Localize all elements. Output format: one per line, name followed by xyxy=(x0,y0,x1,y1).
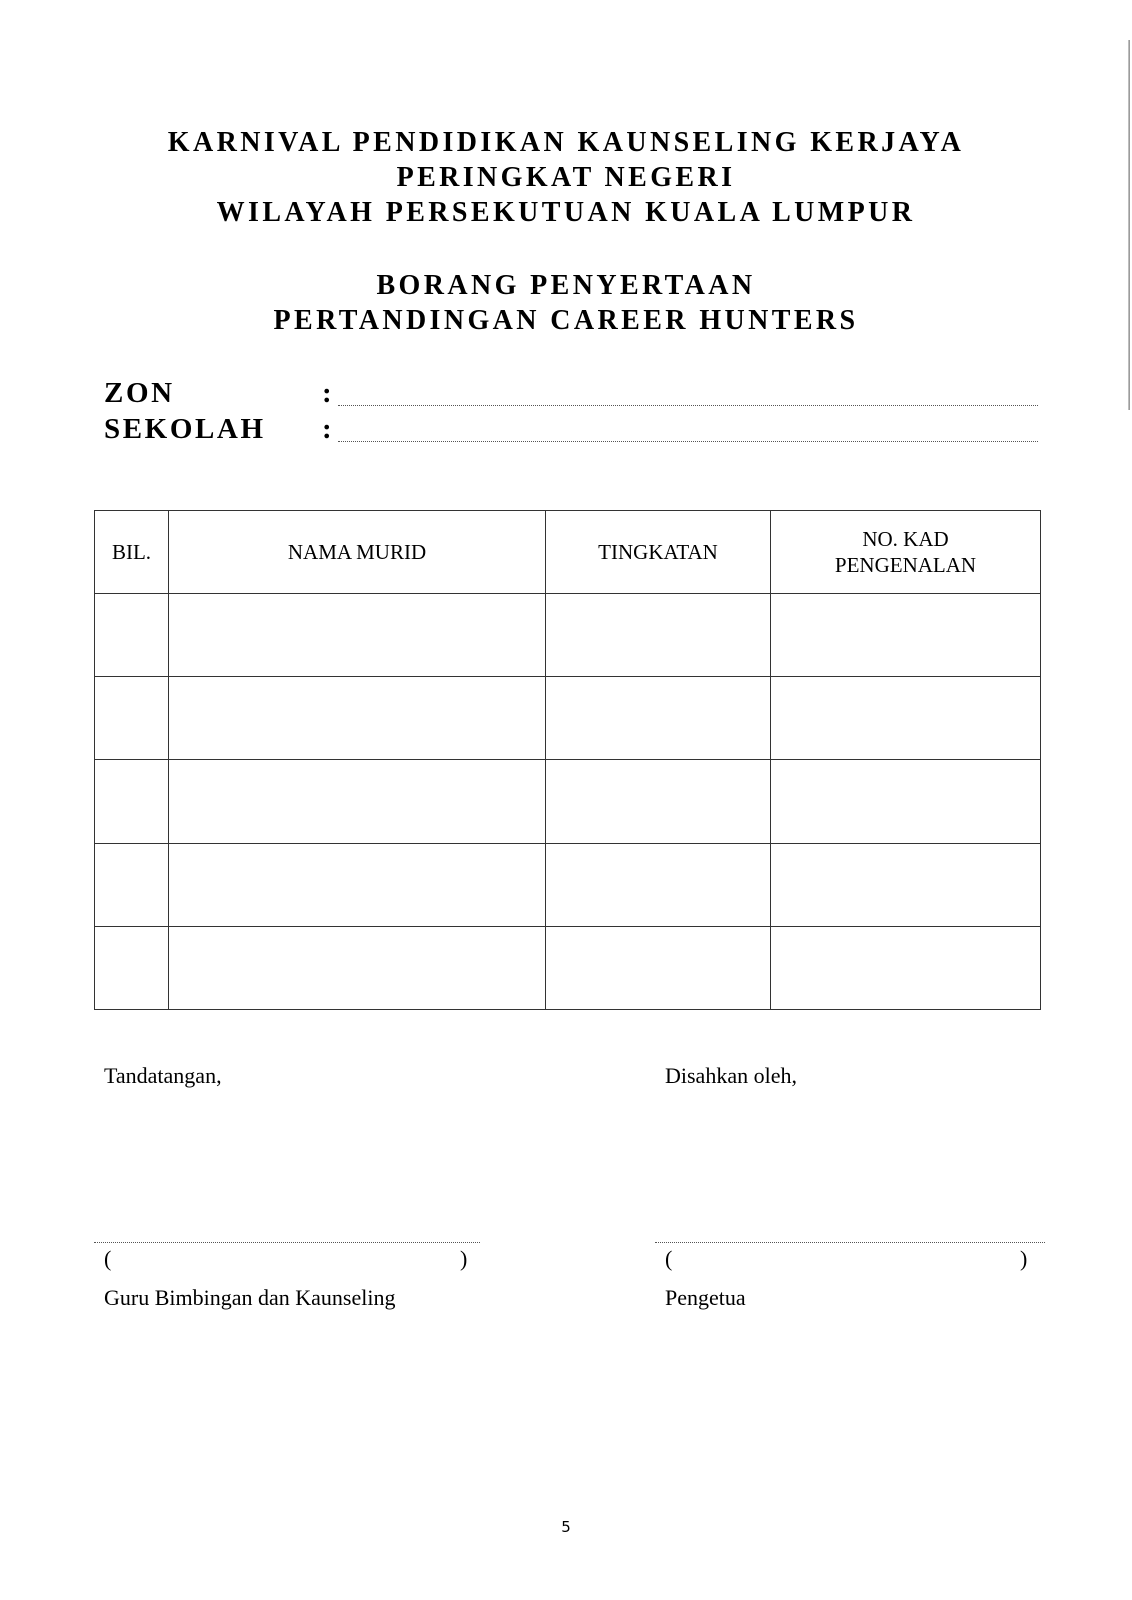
cell-tingkatan[interactable] xyxy=(546,677,771,760)
form-title-line-1: BORANG PENYERTAAN xyxy=(376,270,756,301)
event-title xyxy=(0,125,1132,230)
cell-no-kad[interactable] xyxy=(771,677,1041,760)
cell-bil[interactable] xyxy=(95,594,169,677)
cell-tingkatan[interactable] xyxy=(546,843,771,926)
cell-nama-murid[interactable] xyxy=(169,843,546,926)
cell-no-kad[interactable] xyxy=(771,594,1041,677)
cell-nama-murid[interactable] xyxy=(169,594,546,677)
pengetua-signature-line[interactable] xyxy=(655,1242,1045,1243)
pengetua-role-label: Pengetua xyxy=(665,1285,746,1310)
sekolah-input-line[interactable] xyxy=(338,441,1038,442)
table-row xyxy=(95,926,1041,1009)
cell-tingkatan[interactable] xyxy=(546,926,771,1009)
cell-no-kad[interactable] xyxy=(771,760,1041,843)
sekolah-label: SEKOLAH xyxy=(104,413,266,445)
guru-close-paren: ) xyxy=(460,1246,468,1271)
header-no-kad-pengenalan xyxy=(771,511,1041,594)
tandatangan-label: Tandatangan, xyxy=(104,1063,222,1088)
disahkan-oleh-label: Disahkan oleh, xyxy=(665,1063,797,1088)
cell-no-kad[interactable] xyxy=(771,926,1041,1009)
pengetua-open-paren: ( xyxy=(665,1246,673,1271)
participant-table xyxy=(94,510,1041,1010)
header-no-kad-line-2: PENGENALAN xyxy=(834,553,977,577)
form-title-line-2: PERTANDINGAN CAREER HUNTERS xyxy=(273,305,859,336)
cell-bil[interactable] xyxy=(95,926,169,1009)
event-title-line-3: WILAYAH PERSEKUTUAN KUALA LUMPUR xyxy=(216,197,916,228)
cell-nama-murid[interactable] xyxy=(169,926,546,1009)
form-title xyxy=(0,268,1132,338)
table-row xyxy=(95,594,1041,677)
guru-signature-line[interactable] xyxy=(94,1242,480,1243)
header-nama-murid: NAMA MURID xyxy=(169,511,546,594)
cell-nama-murid[interactable] xyxy=(169,760,546,843)
zon-field[interactable] xyxy=(104,375,1038,411)
header-tingkatan: TINGKATAN xyxy=(546,511,771,594)
cell-nama-murid[interactable] xyxy=(169,677,546,760)
header-bil: BIL. xyxy=(95,511,169,594)
zon-colon: : xyxy=(322,377,332,409)
guru-role-label: Guru Bimbingan dan Kaunseling xyxy=(104,1285,396,1310)
event-title-line-1: KARNIVAL PENDIDIKAN KAUNSELING KERJAYA xyxy=(167,127,965,158)
table-row xyxy=(95,760,1041,843)
page-number: 5 xyxy=(561,1518,571,1536)
cell-tingkatan[interactable] xyxy=(546,760,771,843)
cell-bil[interactable] xyxy=(95,843,169,926)
pengetua-close-paren: ) xyxy=(1020,1246,1028,1271)
table-header-row xyxy=(95,511,1041,594)
sekolah-field[interactable] xyxy=(104,411,1038,447)
cell-bil[interactable] xyxy=(95,677,169,760)
zon-label: ZON xyxy=(104,377,175,409)
cell-tingkatan[interactable] xyxy=(546,594,771,677)
cell-bil[interactable] xyxy=(95,760,169,843)
cell-no-kad[interactable] xyxy=(771,843,1041,926)
table-row xyxy=(95,677,1041,760)
event-title-line-2: PERINGKAT NEGERI xyxy=(396,162,736,193)
header-no-kad-line-1: NO. KAD xyxy=(862,527,949,551)
sekolah-colon: : xyxy=(322,413,332,445)
guru-open-paren: ( xyxy=(104,1246,112,1271)
table-row xyxy=(95,843,1041,926)
zon-input-line[interactable] xyxy=(338,405,1038,406)
